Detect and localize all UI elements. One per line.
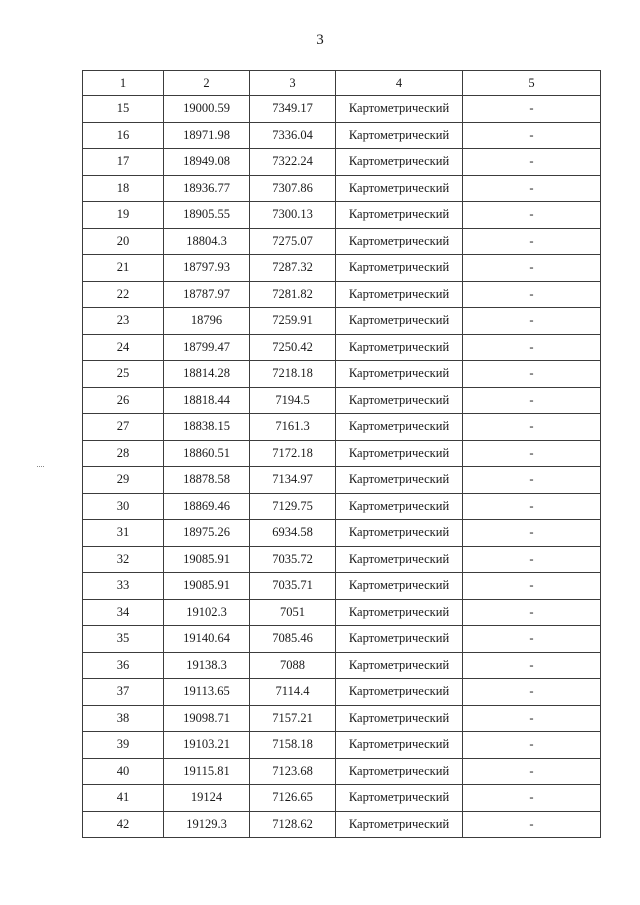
x-coordinate-cell: 18818.44 — [164, 387, 250, 414]
y-coordinate-cell: 7281.82 — [250, 281, 336, 308]
method-cell: Картометрический — [336, 96, 463, 123]
point-number-cell: 17 — [83, 149, 164, 176]
point-number-cell: 16 — [83, 122, 164, 149]
accuracy-cell: - — [463, 414, 601, 441]
y-coordinate-cell: 7134.97 — [250, 467, 336, 494]
method-cell: Картометрический — [336, 546, 463, 573]
table-row — [83, 202, 601, 229]
table-row — [83, 467, 601, 494]
column-header-5: 5 — [463, 71, 601, 96]
y-coordinate-cell: 7336.04 — [250, 122, 336, 149]
point-number-cell: 33 — [83, 573, 164, 600]
accuracy-cell: - — [463, 705, 601, 732]
column-header-2: 2 — [164, 71, 250, 96]
method-cell: Картометрический — [336, 705, 463, 732]
point-number-cell: 41 — [83, 785, 164, 812]
accuracy-cell: - — [463, 758, 601, 785]
accuracy-cell: - — [463, 546, 601, 573]
accuracy-cell: - — [463, 785, 601, 812]
x-coordinate-cell: 19098.71 — [164, 705, 250, 732]
x-coordinate-cell: 18799.47 — [164, 334, 250, 361]
point-number-cell: 40 — [83, 758, 164, 785]
table-row — [83, 732, 601, 759]
table-row — [83, 361, 601, 388]
point-number-cell: 19 — [83, 202, 164, 229]
table-row — [83, 414, 601, 441]
point-number-cell: 29 — [83, 467, 164, 494]
point-number-cell: 31 — [83, 520, 164, 547]
accuracy-cell: - — [463, 149, 601, 176]
accuracy-cell: - — [463, 175, 601, 202]
point-number-cell: 34 — [83, 599, 164, 626]
point-number-cell: 15 — [83, 96, 164, 123]
table-row — [83, 626, 601, 653]
x-coordinate-cell: 19140.64 — [164, 626, 250, 653]
table-row — [83, 679, 601, 706]
coordinates-table — [82, 70, 601, 838]
method-cell: Картометрический — [336, 281, 463, 308]
method-cell: Картометрический — [336, 175, 463, 202]
x-coordinate-cell: 19129.3 — [164, 811, 250, 838]
y-coordinate-cell: 7300.13 — [250, 202, 336, 229]
table-header — [83, 71, 601, 96]
x-coordinate-cell: 18936.77 — [164, 175, 250, 202]
point-number-cell: 23 — [83, 308, 164, 335]
header-row — [83, 71, 601, 96]
y-coordinate-cell: 7172.18 — [250, 440, 336, 467]
x-coordinate-cell: 18878.58 — [164, 467, 250, 494]
x-coordinate-cell: 18860.51 — [164, 440, 250, 467]
point-number-cell: 18 — [83, 175, 164, 202]
method-cell: Картометрический — [336, 573, 463, 600]
y-coordinate-cell: 7259.91 — [250, 308, 336, 335]
table-row — [83, 175, 601, 202]
y-coordinate-cell: 7114.4 — [250, 679, 336, 706]
x-coordinate-cell: 18797.93 — [164, 255, 250, 282]
table-row — [83, 96, 601, 123]
accuracy-cell: - — [463, 281, 601, 308]
method-cell: Картометрический — [336, 149, 463, 176]
x-coordinate-cell: 19115.81 — [164, 758, 250, 785]
accuracy-cell: - — [463, 334, 601, 361]
accuracy-cell: - — [463, 520, 601, 547]
accuracy-cell: - — [463, 228, 601, 255]
accuracy-cell: - — [463, 626, 601, 653]
table-row — [83, 705, 601, 732]
x-coordinate-cell: 19102.3 — [164, 599, 250, 626]
point-number-cell: 32 — [83, 546, 164, 573]
point-number-cell: 25 — [83, 361, 164, 388]
accuracy-cell: - — [463, 679, 601, 706]
x-coordinate-cell: 19113.65 — [164, 679, 250, 706]
y-coordinate-cell: 7307.86 — [250, 175, 336, 202]
x-coordinate-cell: 18905.55 — [164, 202, 250, 229]
y-coordinate-cell: 7035.71 — [250, 573, 336, 600]
method-cell: Картометрический — [336, 811, 463, 838]
table-body — [83, 96, 601, 838]
table-row — [83, 281, 601, 308]
x-coordinate-cell: 19000.59 — [164, 96, 250, 123]
accuracy-cell: - — [463, 202, 601, 229]
point-number-cell: 30 — [83, 493, 164, 520]
x-coordinate-cell: 18796 — [164, 308, 250, 335]
x-coordinate-cell: 18804.3 — [164, 228, 250, 255]
column-header-1: 1 — [83, 71, 164, 96]
table-row — [83, 122, 601, 149]
point-number-cell: 39 — [83, 732, 164, 759]
y-coordinate-cell: 7088 — [250, 652, 336, 679]
x-coordinate-cell: 19103.21 — [164, 732, 250, 759]
point-number-cell: 22 — [83, 281, 164, 308]
method-cell: Картометрический — [336, 599, 463, 626]
method-cell: Картометрический — [336, 308, 463, 335]
accuracy-cell: - — [463, 308, 601, 335]
x-coordinate-cell: 19085.91 — [164, 546, 250, 573]
accuracy-cell: - — [463, 122, 601, 149]
x-coordinate-cell: 18787.97 — [164, 281, 250, 308]
method-cell: Картометрический — [336, 732, 463, 759]
table-row — [83, 149, 601, 176]
x-coordinate-cell: 18838.15 — [164, 414, 250, 441]
column-header-4: 4 — [336, 71, 463, 96]
y-coordinate-cell: 7275.07 — [250, 228, 336, 255]
method-cell: Картометрический — [336, 785, 463, 812]
column-header-3: 3 — [250, 71, 336, 96]
x-coordinate-cell: 18975.26 — [164, 520, 250, 547]
x-coordinate-cell: 18949.08 — [164, 149, 250, 176]
point-number-cell: 21 — [83, 255, 164, 282]
margin-mark — [37, 466, 44, 467]
point-number-cell: 20 — [83, 228, 164, 255]
y-coordinate-cell: 7158.18 — [250, 732, 336, 759]
point-number-cell: 28 — [83, 440, 164, 467]
point-number-cell: 27 — [83, 414, 164, 441]
point-number-cell: 36 — [83, 652, 164, 679]
accuracy-cell: - — [463, 440, 601, 467]
page-number: 3 — [316, 32, 324, 48]
y-coordinate-cell: 7085.46 — [250, 626, 336, 653]
method-cell: Картометрический — [336, 520, 463, 547]
point-number-cell: 37 — [83, 679, 164, 706]
accuracy-cell: - — [463, 599, 601, 626]
method-cell: Картометрический — [336, 202, 463, 229]
method-cell: Картометрический — [336, 414, 463, 441]
method-cell: Картометрический — [336, 679, 463, 706]
point-number-cell: 42 — [83, 811, 164, 838]
y-coordinate-cell: 7129.75 — [250, 493, 336, 520]
accuracy-cell: - — [463, 467, 601, 494]
accuracy-cell: - — [463, 573, 601, 600]
x-coordinate-cell: 19085.91 — [164, 573, 250, 600]
table-row — [83, 520, 601, 547]
x-coordinate-cell: 19124 — [164, 785, 250, 812]
x-coordinate-cell: 19138.3 — [164, 652, 250, 679]
y-coordinate-cell: 7123.68 — [250, 758, 336, 785]
table-row — [83, 758, 601, 785]
y-coordinate-cell: 7194.5 — [250, 387, 336, 414]
y-coordinate-cell: 7322.24 — [250, 149, 336, 176]
accuracy-cell: - — [463, 652, 601, 679]
y-coordinate-cell: 7051 — [250, 599, 336, 626]
method-cell: Картометрический — [336, 467, 463, 494]
method-cell: Картометрический — [336, 387, 463, 414]
point-number-cell: 26 — [83, 387, 164, 414]
method-cell: Картометрический — [336, 626, 463, 653]
method-cell: Картометрический — [336, 334, 463, 361]
y-coordinate-cell: 7035.72 — [250, 546, 336, 573]
table-row — [83, 255, 601, 282]
accuracy-cell: - — [463, 387, 601, 414]
table-row — [83, 811, 601, 838]
method-cell: Картометрический — [336, 758, 463, 785]
accuracy-cell: - — [463, 811, 601, 838]
table-row — [83, 599, 601, 626]
y-coordinate-cell: 7287.32 — [250, 255, 336, 282]
method-cell: Картометрический — [336, 361, 463, 388]
table-row — [83, 493, 601, 520]
y-coordinate-cell: 7250.42 — [250, 334, 336, 361]
method-cell: Картометрический — [336, 440, 463, 467]
table-row — [83, 546, 601, 573]
method-cell: Картометрический — [336, 122, 463, 149]
y-coordinate-cell: 7126.65 — [250, 785, 336, 812]
table-row — [83, 308, 601, 335]
table-row — [83, 440, 601, 467]
table-row — [83, 387, 601, 414]
y-coordinate-cell: 6934.58 — [250, 520, 336, 547]
point-number-cell: 38 — [83, 705, 164, 732]
accuracy-cell: - — [463, 255, 601, 282]
point-number-cell: 35 — [83, 626, 164, 653]
method-cell: Картометрический — [336, 652, 463, 679]
accuracy-cell: - — [463, 493, 601, 520]
table-row — [83, 228, 601, 255]
accuracy-cell: - — [463, 361, 601, 388]
method-cell: Картометрический — [336, 228, 463, 255]
y-coordinate-cell: 7218.18 — [250, 361, 336, 388]
table-row — [83, 334, 601, 361]
accuracy-cell: - — [463, 732, 601, 759]
table-row — [83, 573, 601, 600]
x-coordinate-cell: 18971.98 — [164, 122, 250, 149]
x-coordinate-cell: 18814.28 — [164, 361, 250, 388]
y-coordinate-cell: 7349.17 — [250, 96, 336, 123]
table-row — [83, 785, 601, 812]
y-coordinate-cell: 7161.3 — [250, 414, 336, 441]
table-row — [83, 652, 601, 679]
point-number-cell: 24 — [83, 334, 164, 361]
method-cell: Картометрический — [336, 255, 463, 282]
y-coordinate-cell: 7157.21 — [250, 705, 336, 732]
method-cell: Картометрический — [336, 493, 463, 520]
x-coordinate-cell: 18869.46 — [164, 493, 250, 520]
accuracy-cell: - — [463, 96, 601, 123]
y-coordinate-cell: 7128.62 — [250, 811, 336, 838]
